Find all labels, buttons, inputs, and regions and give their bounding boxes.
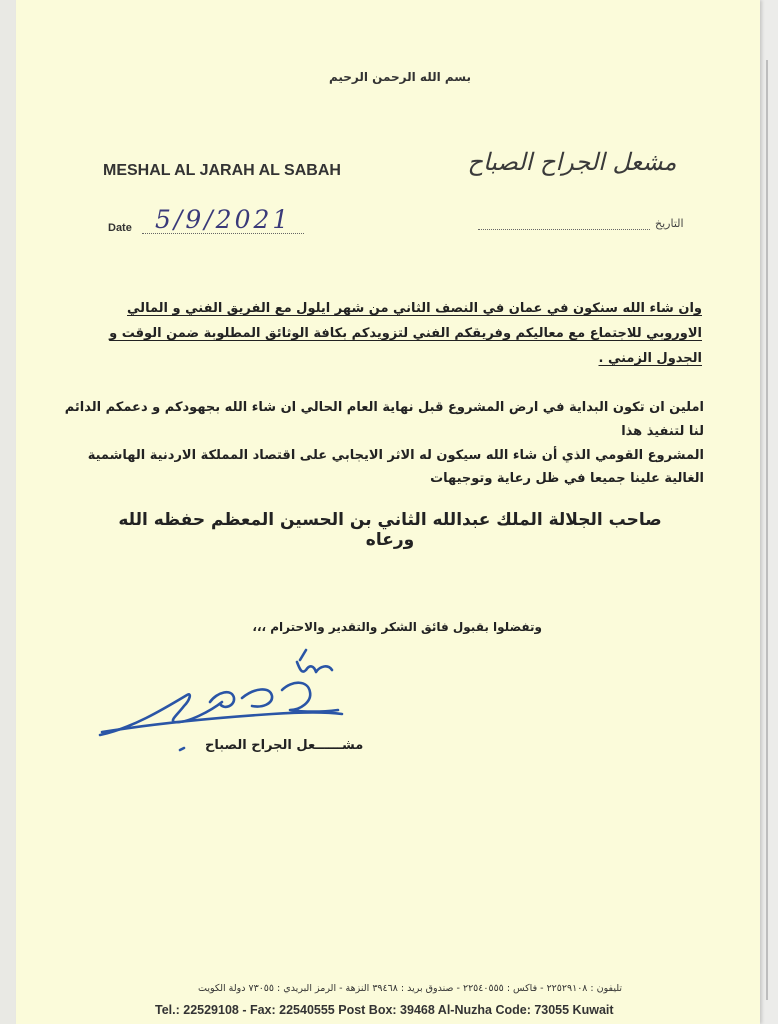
date-value: 5/9/2021 bbox=[155, 205, 292, 234]
date-label: Date bbox=[108, 222, 132, 234]
paragraph-hope: املين ان تكون البداية في ارض المشروع قبل نهاية العام الحالي ان شاء الله بجهودكم و دعمكم الدائم لنا لتنفيذ هذا bbox=[64, 400, 704, 439]
closing-line: وتفضلوا بقبول فائق الشكر والتقدير والاحترام ،،، bbox=[252, 620, 542, 634]
paragraph-line: الجدول الزمني . bbox=[598, 351, 702, 366]
scan-edge bbox=[760, 0, 778, 1024]
paragraph-line: وان شاء الله سنكون في عمان في النصف الثاني من شهر ايلول مع الفريق الفني و المالي bbox=[127, 301, 702, 316]
letterhead-name-arabic: مشعل الجراح الصباح bbox=[467, 148, 677, 176]
paragraph-meeting bbox=[102, 296, 702, 371]
footer-contact-english: Tel.: 22529108 - Fax: 22540555 Post Box: 39468 Al-Nuzha Code: 73055 Kuwait bbox=[155, 1003, 614, 1017]
arabic-date-label: التاريخ bbox=[655, 217, 684, 230]
scan-edge-line bbox=[766, 60, 768, 1000]
royal-title: صاحب الجلالة الملك عبدالله الثاني بن الحسين المعظم حفظه الله ورعاه bbox=[118, 510, 662, 550]
paragraph-project: المشروع القومي الذي أن شاء الله سيكون له الاثر الايجابي على اقتصاد المملكة الاردنية الهاشمية الغالية علينا جميعا في ظل رعاية وتوجيهات bbox=[87, 448, 704, 486]
basmala: بسم الله الرحمن الرحيم bbox=[328, 70, 472, 84]
paragraph-line: الاوروبي للاجتماع مع معاليكم وفريقكم الفني لتزويدكم بكافة الوثائق المطلوبة ضمن الوقت و bbox=[109, 326, 702, 341]
signatory-name: مشــــــعل الجراح الصباح bbox=[205, 738, 364, 753]
footer-contact-arabic: تليفون : ٢٢٥٢٩١٠٨ - فاكس : ٢٢٥٤٠٥٥٥ - صندوق بريد : ٣٩٤٦٨ النزهة - الرمز البريدي : ٧٣٠٥٥ دولة الكويت bbox=[197, 983, 622, 994]
arabic-date-line bbox=[478, 229, 650, 230]
letterhead-name-english: MESHAL AL JARAH AL SABAH bbox=[103, 162, 341, 179]
